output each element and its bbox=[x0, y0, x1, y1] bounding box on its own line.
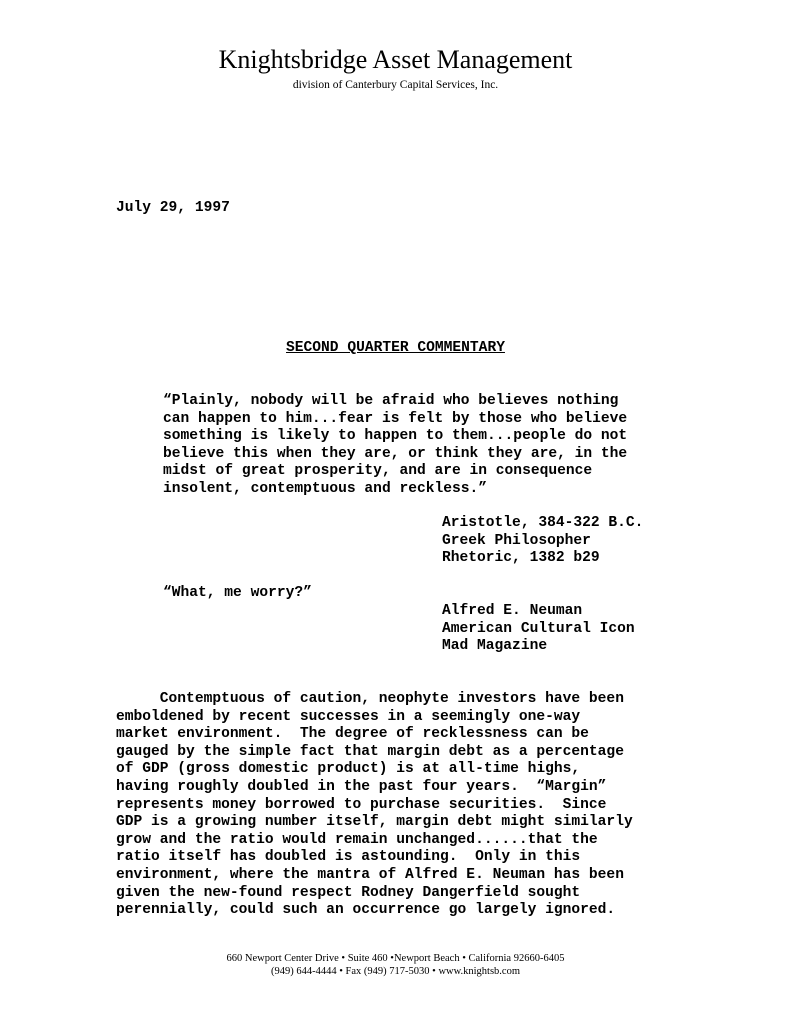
company-division: division of Canterbury Capital Services, Inc. bbox=[292, 79, 499, 91]
paragraph-line: gauged by the simple fact that margin debt as a percentage bbox=[116, 743, 624, 760]
footer-address: 660 Newport Center Drive • Suite 460 •Newport Beach • California 92660-6405 bbox=[226, 953, 565, 964]
aristotle-quote bbox=[163, 393, 683, 499]
quote-line: midst of great prosperity, and are in consequence bbox=[163, 463, 593, 480]
attribution-source: Rhetoric, 1382 b29 bbox=[442, 550, 600, 567]
commentary-heading bbox=[0, 340, 791, 358]
paragraph-line: market environment. The degree of recklessness can be bbox=[116, 726, 589, 743]
neuman-quote: “What, me worry?” bbox=[163, 585, 312, 601]
attribution-author: Aristotle, 384-322 B.C. bbox=[442, 515, 644, 531]
paragraph-line: given the new-found respect Rodney Dangerfield sought bbox=[116, 884, 581, 901]
paragraph-line: having roughly doubled in the past four years. “Margin” bbox=[116, 778, 607, 795]
paragraph-line: ratio itself has doubled is astounding. Only in this bbox=[116, 849, 581, 866]
quote-line: can happen to him...fear is felt by those who believe bbox=[163, 410, 628, 427]
quote-line: “Plainly, nobody will be afraid who believes nothing bbox=[163, 393, 619, 409]
attribution-source: Mad Magazine bbox=[442, 638, 548, 655]
paragraph-line: represents money borrowed to purchase securities. Since bbox=[116, 796, 607, 813]
quote-line: believe this when they are, or think they are, in the bbox=[163, 445, 628, 462]
attribution-author: Alfred E. Neuman bbox=[442, 603, 583, 619]
attribution-role: Greek Philosopher bbox=[442, 532, 591, 549]
attribution-role: American Cultural Icon bbox=[442, 620, 635, 637]
paragraph-line: GDP is a growing number itself, margin debt might similarly bbox=[116, 814, 633, 831]
commentary-paragraph bbox=[116, 691, 716, 920]
paragraph-line: emboldened by recent successes in a seemingly one-way bbox=[116, 708, 581, 725]
paragraph-line: perennially, could such an occurrence go largely ignored. bbox=[116, 902, 616, 919]
paragraph-line: environment, where the mantra of Alfred E. Neuman has been bbox=[116, 866, 624, 883]
neuman-attribution bbox=[442, 603, 742, 656]
paragraph-line: Contemptuous of caution, neophyte investors have been bbox=[116, 691, 624, 707]
aristotle-attribution bbox=[442, 515, 742, 568]
quote-line: something is likely to happen to them...people do not bbox=[163, 428, 628, 445]
paragraph-line: of GDP (gross domestic product) is at all-time highs, bbox=[116, 761, 581, 778]
company-name: Knightsbridge Asset Management bbox=[218, 45, 573, 74]
footer-contact: (949) 644-4444 • Fax (949) 717-5030 • www.knightsb.com bbox=[270, 966, 521, 977]
paragraph-line: grow and the ratio would remain unchanged......that the bbox=[116, 831, 598, 848]
quote-line: insolent, contemptuous and reckless.” bbox=[163, 480, 488, 497]
commentary-heading-text: SECOND QUARTER COMMENTARY bbox=[286, 340, 505, 356]
letter-date: July 29, 1997 bbox=[116, 200, 230, 216]
